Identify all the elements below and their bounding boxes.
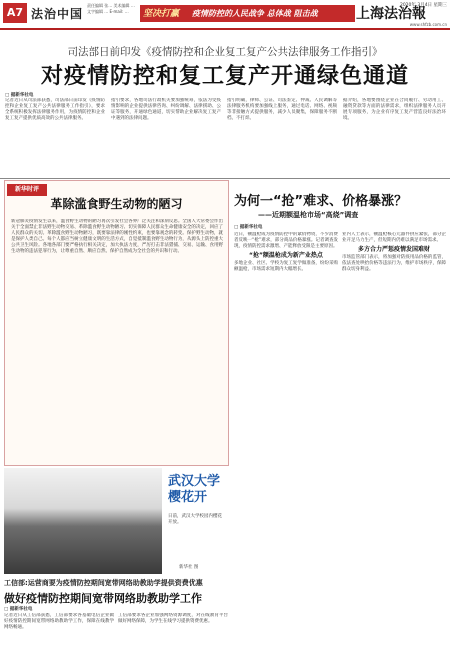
bottom-kicker: 工信部:运营商要为疫情防控期间宽带网络助教助学提供资费优惠 — [4, 579, 203, 587]
commentary-title: 革除滥食野生动物的陋习 — [50, 197, 183, 211]
right-column-1-text: 近日，额温枪成为疫情防控中的紧俏物资，不少消费者反映一“枪”难求，部分商品价格暴涨。记者调查发现，疫情防控需求激增、产能释放受限是主要原因。 — [234, 232, 338, 249]
cherry-blossom-photo — [4, 468, 162, 574]
topic-tag: 坚决打赢 — [143, 9, 180, 19]
bottom-byline: □ 据新华社电 — [4, 607, 33, 612]
photo-title-line-1: 武汉大学 — [168, 474, 221, 489]
section-name: 法治中国 — [31, 7, 84, 21]
topic-text: 疫情防控的人民战争 总体战 阻击战 — [192, 9, 318, 18]
right-column-2-text: 业内人士表示，额温枪核心元器件供应紧张，部分企业开足马力生产，但短期内仍难以满足市场需求。 — [342, 232, 446, 243]
section-divider — [0, 178, 450, 179]
lead-column-2: 指引要求，各地司法行政机关要加强统筹，依法为受疫情影响的企业提供法律咨询、纠纷调解、法律援助、公证等服务，开通绿色通道，切实帮助企业解决复工复产中遇到的法律问题。 — [111, 98, 221, 121]
editors-credit: 责任编辑 张… 美术编辑 … 文字编辑 … E-mail: … — [87, 3, 135, 14]
lead-byline: □ 据新华社电 — [5, 93, 34, 98]
lead-column-3: 指引明确，律师、公证、司法鉴定、仲裁、人民调解等法律服务机构要加强线上服务，通过电话、网络、视频等非接触方式提供服务，减少人员聚集，保障服务不断档、不打烊。 — [227, 98, 337, 121]
lead-column-4: 据介绍，各地要围绕企业在合同履行、劳动用工、融资贷款等方面的法律需求，组织法律服务人员开展专项服务，为企业有序复工复产营造良好法治环境。 — [343, 98, 446, 121]
right-column-2b-text: 市场监管部门表示，将加强对防疫用品价格的监管，依法查处哄抬价格等违法行为，维护市场秩序，保障群众切身利益。 — [342, 255, 446, 272]
topic-banner — [140, 5, 355, 22]
right-byline: □ 据新华社电 — [234, 225, 263, 230]
commentary-box — [4, 180, 229, 466]
lead-headline: 对疫情防控和复工复产开通绿色通道 — [40, 64, 409, 89]
lead-kicker: 司法部日前印发《疫情防控和企业复工复产公共法律服务工作指引》 — [67, 46, 383, 58]
bottom-headline: 做好疫情防控期间宽带网络助教助学工作 — [4, 592, 202, 605]
masthead — [0, 0, 450, 30]
commentary-body: 新冠肺炎疫情发生以来，滥食野生动物的陋习再次引发社会各界广泛关注和深刻反思。全国人大常委会作出关于全面禁止非法野生动物交易、革除滥食野生动物陋习、切实保障人民群众生命健康安全的决定，回应了人民群众的关切。革除滥食野生动物陋习，既要靠法律的刚性约束，也要靠观念的转变。保护野生动物，就是保护人类自己。每个人都应当树立健康文明的生活方式，自觉抵制滥食野生动物行为，从源头上防控重大公共卫生风险。各地各部门要严格执行相关决定，加大执法力度，严厉打击非法猎捕、交易、运输、食用野生动物的违法犯罪行为，让尊重自然、顺应自然、保护自然成为全社会的共识和行动。 — [11, 219, 223, 254]
right-column-1 — [234, 232, 338, 664]
right-subheading-1: “抢”额温枪成为新产业热点 — [249, 252, 323, 259]
page-number-badge: A7 — [3, 3, 27, 23]
right-column-2 — [342, 232, 446, 664]
photo-title-line-2: 樱花开 — [168, 490, 208, 505]
commentary-tag: 新华时评 — [7, 184, 47, 196]
newspaper-logo: 上海法治報 — [356, 6, 426, 22]
photo-block — [4, 468, 229, 574]
photo-title — [168, 474, 220, 506]
photo-credit: 新华社 图 — [179, 565, 199, 570]
issue-date: 2020年 3月4日 星期三 — [399, 3, 447, 8]
right-subhead: ——近期额温枪市场“高烧”调查 — [258, 211, 359, 219]
right-subheading-2: 多方合力严惩疫情发国难财 — [357, 246, 430, 253]
bottom-column-1: 记者近日从工信部获悉，工信部要求各基础电信企业做好疫情防控期间宽带网络助教助学工作，保障在线教学网络畅通。 — [4, 613, 114, 630]
bottom-column-2: 工信部要求各企业加强网络资源调度，对在线教育平台做好网络保障，为学生在线学习提供资费优惠。 — [118, 613, 228, 624]
right-column-1b-text: 多地企业、社区、学校为复工复学做准备，纷纷采购额温枪，市场需求短期内大幅增长。 — [234, 261, 338, 272]
right-headline: 为何一“抢”难求、价格暴涨？ — [234, 194, 408, 209]
site-url: www.shfzb.com.cn — [409, 22, 447, 27]
lead-column-1: 记者近日从司法部获悉，司法部日前印发《疫情防控和企业复工复产公共法律服务工作指引》，要求全系统积极发挥法律服务作用，为疫情防控和企业复工复产提供优质高效的公共法律服务。 — [5, 98, 105, 121]
photo-caption: 日前，武汉大学校园内樱花开放。 — [168, 514, 222, 525]
